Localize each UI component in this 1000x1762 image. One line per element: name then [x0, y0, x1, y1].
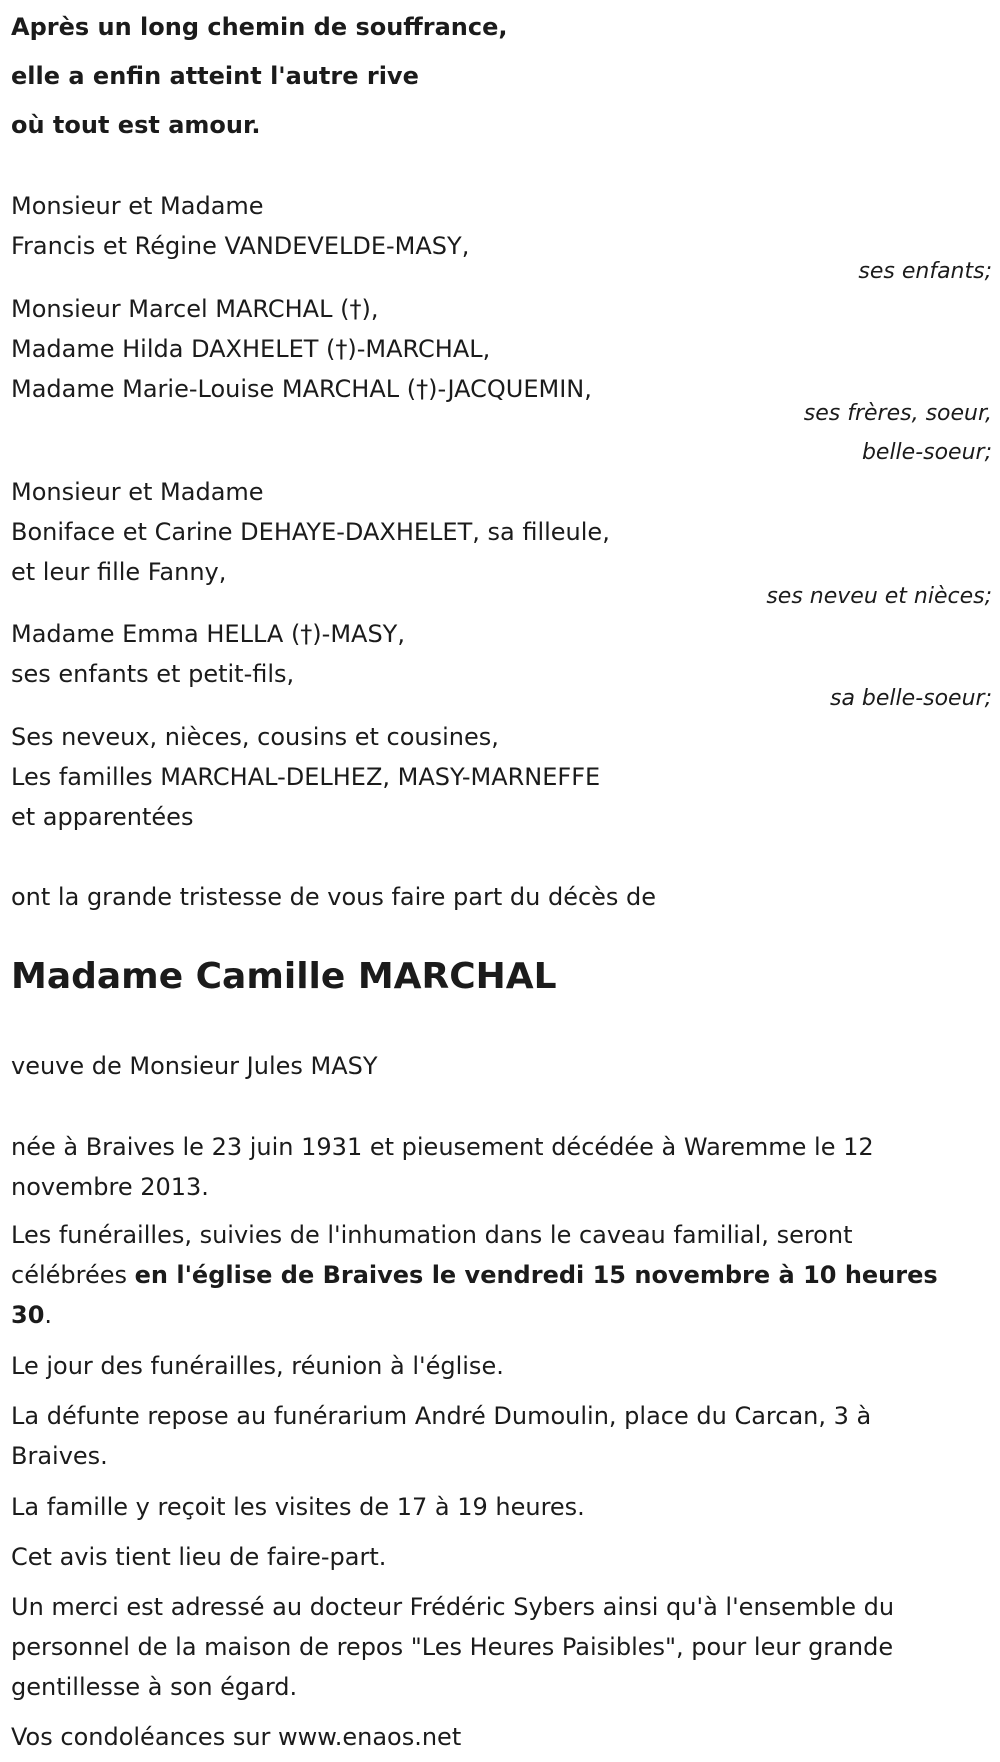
condolences-paragraph: Vos condoléances sur www.enaos.net [11, 1723, 462, 1751]
mourner-line: et apparentées [11, 803, 194, 831]
mourner-line: Monsieur et Madame [11, 192, 264, 220]
reunion-paragraph: Le jour des funérailles, réunion à l'église. [11, 1352, 504, 1380]
relation-label: ses frères, soeur, [803, 401, 992, 426]
mourner-line: et leur fille Fanny, [11, 558, 227, 586]
mourner-line: Les familles MARCHAL-DELHEZ, MASY-MARNEFFE [11, 763, 601, 791]
notice-paragraph: Cet avis tient lieu de faire-part. [11, 1543, 387, 1571]
thanks-paragraph: Un merci est adressé au docteur Frédéric Sybers ainsi qu'à l'ensemble du personnel de la maison de repos "Les Heures Paisibles", pour leur grande gentillesse à son égard. [11, 1593, 895, 1701]
funeral-paragraph [11, 1215, 961, 1335]
epitaph-line: Après un long chemin de souffrance, [11, 13, 508, 41]
funeral-text-end: . [44, 1301, 53, 1329]
mourner-line: Madame Marie-Louise MARCHAL (†)-JACQUEMIN, [11, 375, 592, 403]
funeral-text: Les funérailles, suivies de l'inhumation dans le caveau familial, seront célébrées [11, 1221, 853, 1289]
funeral-details: en l'église de Braives le vendredi 15 novembre à 10 heures 30 [11, 1261, 938, 1329]
mourner-line: Boniface et Carine DEHAYE-DAXHELET, sa filleule, [11, 518, 610, 546]
deceased-name: Madame Camille MARCHAL [11, 956, 557, 997]
announcement-text: ont la grande tristesse de vous faire part du décès de [11, 883, 657, 911]
relation-label: ses enfants; [858, 259, 992, 284]
widow-of: veuve de Monsieur Jules MASY [11, 1052, 378, 1080]
relation-label: belle-soeur; [861, 440, 992, 465]
mourner-line: Francis et Régine VANDEVELDE-MASY, [11, 232, 470, 260]
mourner-line: ses enfants et petit-fils, [11, 660, 295, 688]
visits-paragraph: La famille y reçoit les visites de 17 à 19 heures. [11, 1493, 585, 1521]
mourner-line: Madame Hilda DAXHELET (†)-MARCHAL, [11, 335, 491, 363]
mourner-line: Monsieur Marcel MARCHAL (†), [11, 295, 379, 323]
mourner-line: Monsieur et Madame [11, 478, 264, 506]
relation-label: ses neveu et nièces; [766, 584, 992, 609]
repose-paragraph: La défunte repose au funérarium André Dumoulin, place du Carcan, 3 à Braives. [11, 1402, 872, 1470]
epitaph-line: où tout est amour. [11, 111, 261, 139]
epitaph-line: elle a enfin atteint l'autre rive [11, 62, 419, 90]
mourner-line: Madame Emma HELLA (†)-MASY, [11, 620, 405, 648]
mourner-line: Ses neveux, nièces, cousins et cousines, [11, 723, 499, 751]
birth-death-paragraph: née à Braives le 23 juin 1931 et pieusement décédée à Waremme le 12 novembre 2013. [11, 1133, 874, 1201]
relation-label: sa belle-soeur; [830, 686, 992, 711]
